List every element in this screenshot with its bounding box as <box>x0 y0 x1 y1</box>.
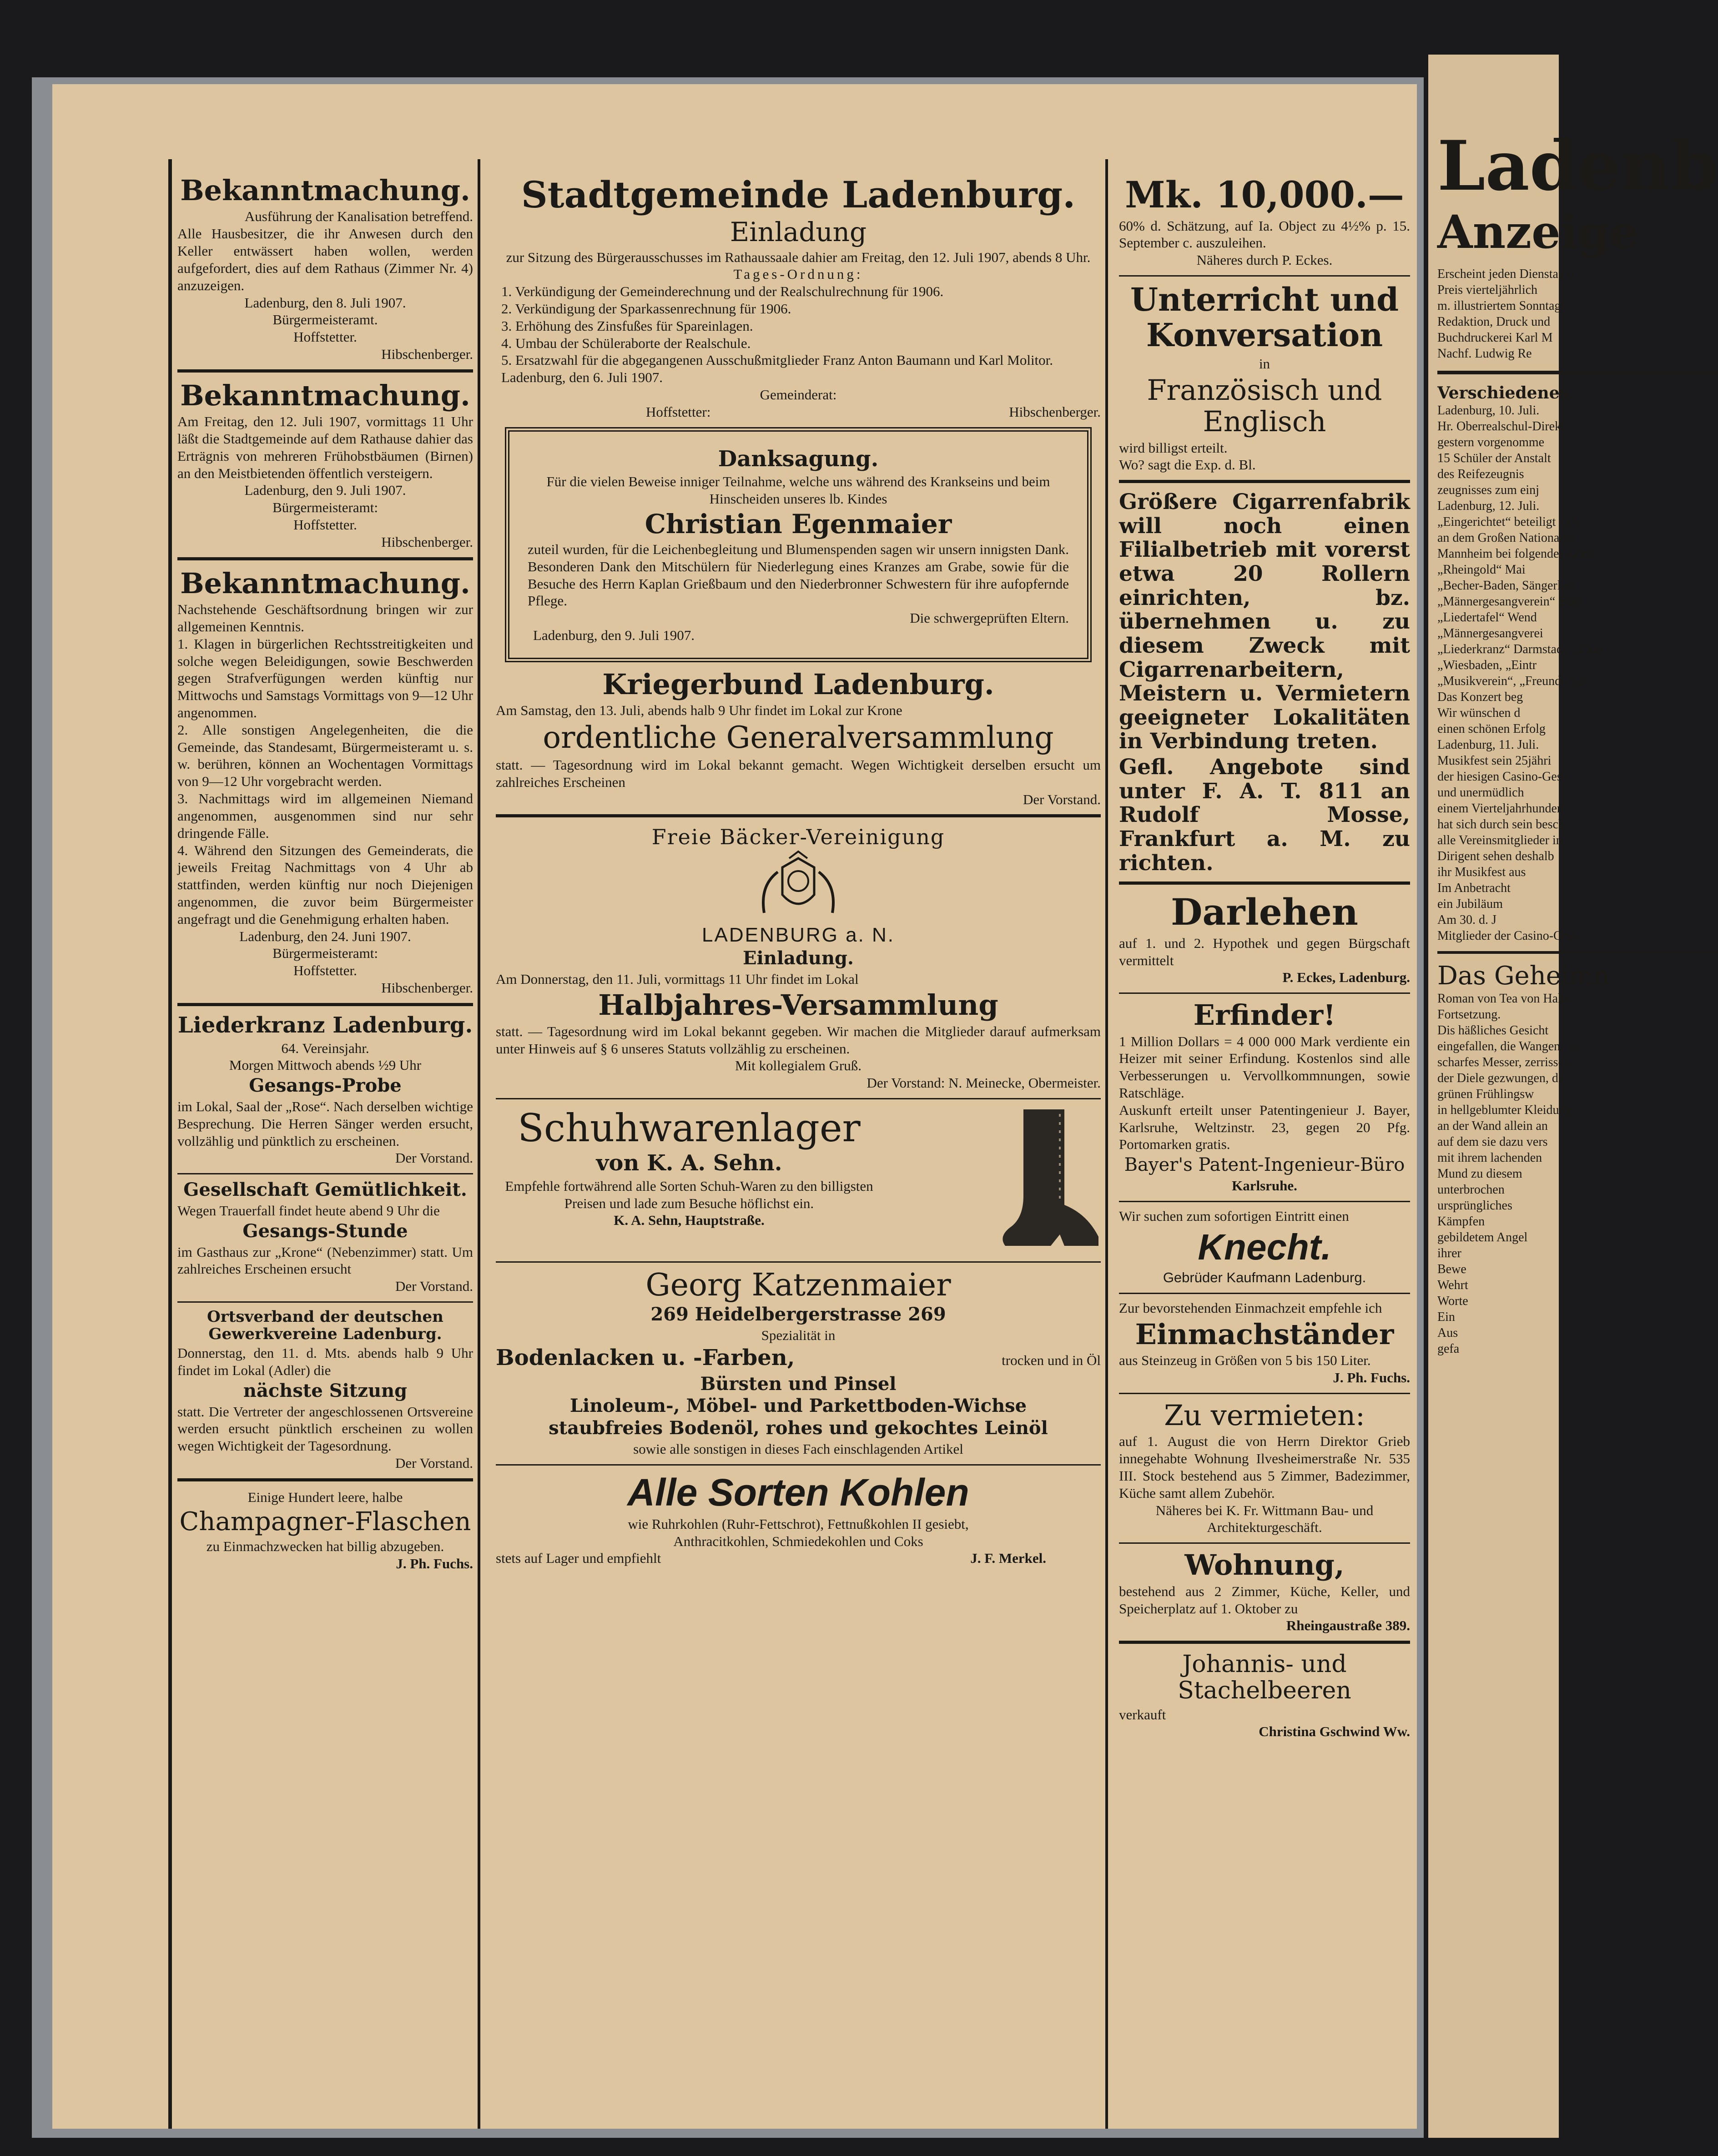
next-page-line: „Rheingold“ Mai <box>1437 563 1526 577</box>
guild-crest-icon <box>746 849 851 922</box>
notice-signature: Hibschenberger. <box>381 346 473 362</box>
next-page-line: und unermüdlich <box>1437 786 1524 800</box>
ad-body: statt. — Tagesordnung wird im Lokal bekannt gegeben. Wir machen die Mitglieder darauf aufmerksam unter Hinweis auf § 6 unseres Statuts vollzählig zu erscheinen. <box>496 1023 1101 1057</box>
next-page-info-line: Redaktion, Druck und <box>1437 315 1551 329</box>
next-page-story-line: gebildetem Angel <box>1437 1230 1528 1244</box>
ad-signature: J. Ph. Fuchs. <box>396 1556 473 1572</box>
ad-signature: P. Eckes, Ladenburg. <box>1282 969 1410 986</box>
divider <box>1119 275 1410 277</box>
agenda-item: 3. Erhöhung des Zinsfußes für Spareinlagen. <box>501 317 753 334</box>
notice-date: Ladenburg, den 9. Juli 1907. <box>244 482 406 499</box>
next-page-line: zeugnisses zum einj <box>1437 483 1539 497</box>
ad-signature: Der Vorstand. <box>1023 791 1101 807</box>
next-page-line: „Männergesangverei <box>1437 626 1543 640</box>
ad-signature: Der Vorstand: N. Meinecke, Obermeister. <box>867 1075 1101 1091</box>
notice-item: 4. Während den Sitzungen des Gemeinderats, die jeweils Freitag Nachmittags von 4 Uhr ab stattfinden, werden künftig nur noch Diejenigen angenommen, die zuvor beim Bürgermeister angefragt und die Genehmigung erhalten haben. <box>177 842 473 927</box>
ad-body: Größere Cigarrenfabrik will noch einen Filialbetrieb mit vorerst etwa 20 Rollern einrichten, bz. übernehmen u. zu diesem Zweck mit Cigarrenarbeitern, Meistern u. Vermietern geeigneter Lokalitäten in Verbindung treten. <box>1119 489 1410 754</box>
next-page-line: „Musikverein“, „Freundschaf <box>1437 674 1588 688</box>
divider <box>177 1301 473 1303</box>
ad-line: Näheres bei K. Fr. Wittmann Bau- und Architekturgeschäft. <box>1155 1502 1374 1536</box>
next-page-line: Mannheim bei folgender Konk <box>1437 547 1595 561</box>
ad-languages: Französisch und Englisch <box>1147 373 1382 438</box>
ad-line: zur Sitzung des Bürgerausschusses im Rathaussaale dahier am Freitag, den 12. Juli 1907, abends 8 Uhr. <box>506 249 1091 265</box>
next-page-line: „Liedertafel“ Wend <box>1437 610 1537 625</box>
divider <box>1437 951 1718 954</box>
next-page-line: Ladenburg, 10. Juli. <box>1437 403 1540 418</box>
guild-place: LADENBURG a. N. <box>702 924 895 947</box>
next-page-line: hat sich durch sein besch <box>1437 817 1565 831</box>
next-page-story-line: unterbrochen <box>1437 1183 1505 1197</box>
ad-greeting: Mit kollegialem Gruß. <box>735 1058 862 1074</box>
notice-auction <box>177 380 473 551</box>
ad-text <box>496 1105 882 1255</box>
ad-signature: Hoffstetter: <box>646 403 711 420</box>
ad-heading: Johannis- und Stachelbeeren <box>1178 1651 1351 1705</box>
notice-heading: Bekanntmachung. <box>180 566 470 600</box>
next-page-story-line: Wehrt <box>1437 1278 1468 1292</box>
ad-body: bestehend aus 2 Zimmer, Küche, Keller, und Speicherplatz auf 1. Oktober zu <box>1119 1583 1410 1617</box>
ad-heading: Danksagung. <box>718 446 879 472</box>
next-page-line: Mitglieder der Casino-Gese <box>1437 929 1579 943</box>
ad-body: im Lokal, Saal der „Rose“. Nach derselben wichtige Besprechung. Die Herren Sänger werden ersucht, vollzählig und pünktlich zu erscheinen. <box>177 1098 473 1149</box>
ad-kriegerbund <box>496 669 1101 808</box>
next-page-line: Im Anbetracht <box>1437 881 1511 895</box>
ad-johannisbeeren <box>1119 1651 1410 1740</box>
ad-liederkranz <box>177 1013 473 1167</box>
ad-body: zu Einmachzwecken hat billig abzugeben. <box>206 1538 444 1555</box>
ad-event: nächste Sitzung <box>243 1380 408 1401</box>
next-page-content <box>1437 126 1718 1357</box>
notice-body: Am Freitag, den 12. Juli 1907, vormittags 11 Uhr läßt die Stadtgemeinde auf dem Rathause dahier das Erträgnis von mehreren Frühobstbäumen (Birnen) an den Meistbietenden öffentlich versteigern. <box>177 413 473 481</box>
ad-line: in <box>1259 355 1270 372</box>
ad-line: Einige Hundert leere, halbe <box>247 1489 403 1505</box>
divider <box>1119 1293 1410 1294</box>
next-page-story-line: der Diele gezwungen, de <box>1437 1071 1564 1085</box>
next-page-line: Wir wünschen d <box>1437 706 1521 720</box>
divider <box>496 1261 1101 1263</box>
ad-signature: Der Vorstand. <box>395 1455 473 1471</box>
column-rule-2 <box>1105 159 1109 2129</box>
next-page-line: gestern vorgenomme <box>1437 435 1545 449</box>
column-2 <box>496 173 1101 1573</box>
ad-line: Spezialität in <box>761 1327 836 1343</box>
notice-heading: Bekanntmachung. <box>180 378 470 412</box>
divider <box>1119 480 1410 483</box>
ad-line: Wo? sagt die Exp. d. Bl. <box>1119 457 1256 473</box>
next-page-column <box>1437 403 1718 944</box>
ad-office: Gemeinderat: <box>760 387 837 403</box>
ad-event: Gesangs-Stunde <box>242 1220 408 1242</box>
ad-subheading: 64. Vereinsjahr. <box>281 1040 369 1056</box>
ad-signature: J. F. Merkel. <box>970 1550 1046 1567</box>
ad-body: Donnerstag, den 11. d. Mts. abends halb 9 Uhr findet im Lokal (Adler) die <box>177 1345 473 1379</box>
ad-signature: K. A. Sehn, Hauptstraße. <box>614 1212 765 1229</box>
ad-signature: Die schwergeprüften Eltern. <box>910 610 1069 626</box>
next-page-masthead: Ladenb <box>1437 126 1718 206</box>
ad-heading: Kriegerbund Ladenburg. <box>602 667 994 701</box>
ad-heading: Gesellschaft Gemütlichkeit. <box>183 1179 467 1201</box>
divider <box>177 369 473 373</box>
ad-product: Bürsten und Pinsel <box>700 1373 897 1395</box>
next-page-line: Ladenburg, 11. Juli. <box>1437 738 1539 752</box>
ad-loan-10000 <box>1119 175 1410 269</box>
next-page-line: der hiesigen Casino-Gese <box>1437 770 1568 784</box>
ad-line: Wegen Trauerfall findet heute abend 9 Uhr die <box>177 1203 440 1219</box>
next-page-story-line: Aus <box>1437 1326 1458 1340</box>
next-page-info-line: Nachf. Ludwig Re <box>1437 347 1532 361</box>
next-page-story <box>1437 991 1718 1357</box>
next-page-edge <box>1428 55 1718 2138</box>
next-page-info-line: Preis vierteljährlich <box>1437 283 1538 297</box>
ad-signature: Der Vorstand. <box>395 1150 473 1166</box>
next-page-story-line: mit ihrem lachenden <box>1437 1151 1542 1165</box>
notice-office: Bürgermeisteramt: <box>272 499 378 516</box>
divider <box>177 1173 473 1174</box>
divider <box>496 1464 1101 1466</box>
ad-event: Halbjahres-Versammlung <box>598 988 998 1022</box>
column-rule-left <box>168 159 173 2129</box>
notice-item: 1. Klagen in bürgerlichen Rechtsstreitigkeiten und solche wegen Beleidigungen, sowie Beschwerden gegen Strafverfügungen werden künftig nur Mittwochs und Samstags Vormittags von 9—12 Uhr angenommen. <box>177 635 473 720</box>
ad-row <box>496 1344 1101 1372</box>
ad-body: zuteil wurden, für die Leichenbegleitung und Blumenspenden sagen wir unsern innigsten Dank. Besonderen Dank den Mitschülern für Niederlegung eines Kranzes am Grabe, sowie für die Besuche des Herrn Kaplan Grießbaum und den Niederbronner Schwestern für ihre aufopfernde Pflege. <box>528 541 1069 609</box>
notice-heading: Bekanntmachung. <box>180 174 470 207</box>
ad-kohlen <box>496 1471 1101 1567</box>
ad-body: 1 Million Dollars = 4 000 000 Mark verdiente ein Heizer mit seiner Erfindung. Kostenlos sind alle Verbesserungen u. Vervollkommnungen, sowie Ratschläge. <box>1119 1033 1410 1101</box>
next-page-line: des Reifezeugnis <box>1437 467 1524 481</box>
ad-line: Anthracitkohlen, Schmiedekohlen und Coks <box>673 1533 923 1549</box>
divider <box>1119 1542 1410 1544</box>
ad-heading: Mk. 10,000.— <box>1125 173 1404 216</box>
divider <box>496 814 1101 817</box>
ad-subheading: von K. A. Sehn. <box>596 1150 782 1176</box>
next-page-story-line: in hellgeblumter Kleidung <box>1437 1103 1572 1117</box>
ad-signature: Der Vorstand. <box>395 1278 473 1295</box>
ad-line: Näheres durch P. Eckes. <box>1196 252 1333 268</box>
divider <box>1119 882 1410 885</box>
next-page-story-line: Ein <box>1437 1310 1455 1324</box>
ad-line: wie Ruhrkohlen (Ruhr-Fettschrot), Fettnußkohlen II gesiebt, <box>628 1516 969 1532</box>
ad-heading: Einmachständer <box>1135 1317 1394 1351</box>
next-page-info-line: Erscheint jeden Dienstag u <box>1437 267 1574 281</box>
divider <box>177 1478 473 1481</box>
ad-erfinder <box>1119 999 1410 1194</box>
next-page-story-line: Roman von Tea von Hahn <box>1437 992 1571 1006</box>
ad-product: staubfreies Bodenöl, rohes und gekochtes Leinöl <box>549 1417 1048 1439</box>
notice-signature: Hibschenberger. <box>381 980 473 996</box>
ad-product: Linoleum-, Möbel- und Parkettboden-Wichse <box>569 1395 1027 1417</box>
next-page-line: „Männergesangverein“ Bühl <box>1437 594 1583 609</box>
ad-cigarrenfabrik <box>1119 490 1410 875</box>
column-rule-1 <box>478 159 482 2129</box>
ad-line: Für die vielen Beweise inniger Teilnahme, welche uns während des Krankseins und beim Hinscheiden unseres lb. Kindes <box>546 474 1050 507</box>
ad-line: Wir suchen zum sofortigen Eintritt einen <box>1119 1208 1349 1224</box>
next-page-story-line: ihrer <box>1437 1246 1461 1260</box>
next-page-line: alle Vereinsmitglieder in <box>1437 833 1562 847</box>
notice-item: 2. Alle sonstigen Angelegenheiten, die die Gemeinde, das Standesamt, Bürgermeisteramt u. s. w. berühren, können an Wochentagen Vormittags von 9—12 Uhr vorgebracht werden. <box>177 721 473 790</box>
notice-office: Bürgermeisteramt: <box>272 945 378 962</box>
ad-line: sowie alle sonstigen in dieses Fach einschlagenden Artikel <box>633 1441 963 1457</box>
signature-row <box>496 403 1101 421</box>
ad-heading: Alle Sorten Kohlen <box>627 1471 969 1514</box>
next-page-story-line: scharfes Messer, zerrissen <box>1437 1055 1570 1069</box>
column-3 <box>1119 173 1410 1747</box>
ad-heading: Stadtgemeinde Ladenburg. <box>521 173 1076 216</box>
next-page-story-line: an der Wand allein an <box>1437 1119 1548 1133</box>
ad-wohnung <box>1119 1549 1410 1634</box>
next-page-line: Am 30. d. J <box>1437 913 1496 927</box>
ad-body: Gefl. Angebote sind unter F. A. T. 811 an Rudolf Mosse, Frankfurt a. M. zu richten. <box>1119 755 1410 876</box>
ad-signature: J. Ph. Fuchs. <box>1333 1370 1410 1386</box>
ad-danksagung <box>505 427 1092 662</box>
agenda-item: 2. Verkündigung der Sparkassenrechnung für 1906. <box>501 300 791 317</box>
ad-signature: Bayer's Patent-Ingenieur-Büro <box>1124 1154 1405 1176</box>
boot-icon <box>996 1105 1101 1255</box>
next-page-info-line: Buchdruckerei Karl M <box>1437 331 1553 345</box>
notice-signature: Hoffstetter. <box>293 329 357 345</box>
ad-body: statt. — Tagesordnung wird im Lokal bekannt gemacht. Wegen Wichtigkeit derselben ersucht um zahlreiches Erscheinen <box>496 757 1101 790</box>
notice-signature: Hibschenberger. <box>381 534 473 550</box>
divider <box>496 1098 1101 1099</box>
ad-row <box>496 1550 1101 1567</box>
ad-product: Bodenlacken u. -Farben, <box>496 1345 795 1370</box>
ad-line: Zur bevorstehenden Einmachzeit empfehle ich <box>1119 1300 1382 1316</box>
notice-date: Ladenburg, den 24. Juni 1907. <box>239 928 411 944</box>
next-page-story-line: Worte <box>1437 1294 1468 1308</box>
ad-champagne-bottles <box>177 1489 473 1572</box>
ad-line: Morgen Mittwoch abends ½9 Uhr <box>229 1057 422 1073</box>
ad-body: 60% d. Schätzung, auf Ia. Object zu 4½% p. 15. September c. auszuleihen. <box>1119 217 1410 251</box>
notice-subheading: Ausführung der Kanalisation betreffend. <box>244 208 473 225</box>
notice-business-rules <box>177 568 473 997</box>
next-page-story-line: eingefallen, die Wangen, zu <box>1437 1039 1579 1053</box>
ad-subheading: Einladung <box>730 216 867 247</box>
divider <box>1119 1641 1410 1644</box>
ad-einmachstaender <box>1119 1300 1410 1386</box>
ad-baecker-vereinigung <box>496 825 1101 1092</box>
next-page-line: Das Konzert beg <box>1437 690 1523 704</box>
ad-date: Ladenburg, den 9. Juli 1907. <box>533 627 695 644</box>
ad-zu-vermieten <box>1119 1400 1410 1536</box>
ad-signature: Gebrüder Kaufmann Ladenburg. <box>1163 1269 1366 1286</box>
notice-signature: Hoffstetter. <box>293 517 357 533</box>
notice-body: Alle Hausbesitzer, die ihr Anwesen durch den Keller entwässert haben wollen, werden aufgefordert, dies auf dem Rathaus (Zimmer Nr. 4) anzuzeigen. <box>177 226 473 293</box>
ad-heading: Erfinder! <box>1193 998 1336 1032</box>
agenda-title: Tages-Ordnung: <box>733 266 863 282</box>
ad-heading: Darlehen <box>1171 891 1358 934</box>
ad-heading: Zu vermieten: <box>1164 1398 1365 1432</box>
ad-heading: Einladung. <box>743 947 854 969</box>
next-page-line: „Eingerichtet“ beteiligt sich <box>1437 515 1580 529</box>
ad-stadtgemeinde <box>496 175 1101 421</box>
column-1 <box>177 173 473 1579</box>
next-page-line: Ladenburg, 12. Juli. <box>1437 499 1540 513</box>
ad-heading: Wohnung, <box>1184 1548 1345 1582</box>
next-page-line: „Liederkranz“ Darmstadt, „Eintr <box>1437 642 1604 656</box>
ad-body: auf 1. August die von Herrn Direktor Grieb innegehabte Wohnung Ilvesheimerstraße Nr. 535 III. Stock bestehend aus 5 Zimmer, Badezimmer, Küche samt allem Zubehör. <box>1119 1433 1410 1501</box>
ad-schuhwarenlager <box>496 1105 1101 1255</box>
next-page-line: einen schönen Erfolg <box>1437 722 1546 736</box>
next-page-subtitle: Anzeige <box>1437 205 1639 259</box>
next-page-line: ihr Musikfest aus <box>1437 865 1526 879</box>
next-page-story-line: auf dem sie dazu vers <box>1437 1135 1548 1149</box>
ad-date: Ladenburg, den 6. Juli 1907. <box>501 369 663 386</box>
divider <box>1437 371 1718 374</box>
guild-name: Freie Bäcker-Vereinigung <box>651 825 945 850</box>
ad-heading: Unterricht und Konversation <box>1130 281 1399 354</box>
ad-body: auf 1. und 2. Hypothek und gegen Bürgschaft vermittelt <box>1119 935 1410 968</box>
next-page-story-line: Dis häßliches Gesicht <box>1437 1023 1549 1038</box>
next-page-line: Dirigent sehen deshalb <box>1437 849 1554 863</box>
next-page-story-line: Kämpfen <box>1437 1214 1485 1229</box>
ad-signature: Rheingaustraße 389. <box>1286 1617 1410 1634</box>
ad-line: Am Donnerstag, den 11. Juli, vormittags 11 Uhr findet im Lokal <box>496 971 859 987</box>
next-page-info-line: m. illustriertem Sonntags <box>1437 299 1566 313</box>
notice-office: Bürgermeisteramt. <box>272 312 378 328</box>
notice-item: 3. Nachmittags wird im allgemeinen Niemand angenommen, ausgenommen sind nur sehr dringende Fälle. <box>177 791 473 841</box>
ad-body: aus Steinzeug in Größen von 5 bis 150 Liter. <box>1119 1352 1371 1369</box>
next-page-line: einem Vierteljahrhundert <box>1437 801 1565 816</box>
ad-heading: Knecht. <box>1198 1226 1331 1267</box>
next-page-line: ein Jubiläum <box>1437 897 1503 911</box>
ad-body: Auskunft erteilt unser Patentingenieur J. Bayer, Karlsruhe, Weltzinstr. 23, gegen 20 Pfg. Portomarken gratis. <box>1119 1102 1410 1153</box>
ad-unterricht <box>1119 282 1410 474</box>
next-page-line: Musikfest sein 25jähri <box>1437 754 1552 768</box>
agenda-list <box>496 283 1101 369</box>
next-page-line: „Wiesbaden, „Eintr <box>1437 658 1537 672</box>
next-page-line: „Becher-Baden, Sängerlust <box>1437 579 1576 593</box>
next-page-line: 15 Schüler der Anstalt <box>1437 451 1551 465</box>
ad-product-note: trocken und in Öl <box>1002 1352 1101 1368</box>
next-page-info <box>1437 266 1718 362</box>
next-page-story-line: gefa <box>1437 1342 1460 1356</box>
next-page-story-line: Fortsetzung. <box>1437 1007 1501 1022</box>
next-page-line: an dem Großen Nationalen <box>1437 531 1575 545</box>
next-page-section: Verschiedenes. <box>1437 383 1575 403</box>
ad-city: Karlsruhe. <box>1232 1178 1297 1194</box>
ad-line: stets auf Lager und empfiehlt <box>496 1550 661 1567</box>
divider <box>177 1003 473 1006</box>
next-page-line: Hr. Oberrealschul-Direkt <box>1437 419 1565 433</box>
next-page-story-line: ursprüngliches <box>1437 1199 1512 1213</box>
notice-date: Ladenburg, den 8. Juli 1907. <box>244 294 406 311</box>
ad-heading: Schuhwarenlager <box>518 1106 861 1151</box>
ad-heading: Ortsverband der deutschen Gewerkvereine Ladenburg. <box>207 1308 443 1344</box>
ad-heading: Liederkranz Ladenburg. <box>177 1012 473 1038</box>
deceased-name: Christian Egenmaier <box>645 509 952 540</box>
ad-darlehen <box>1119 892 1410 986</box>
notice-canalisation <box>177 175 473 363</box>
next-page-story-title: Das Geheimn <box>1437 961 1610 991</box>
ad-signature: Christina Gschwind Ww. <box>1259 1723 1410 1740</box>
ad-signature: Hibschenberger. <box>1009 403 1101 420</box>
ad-line: verkauft <box>1119 1706 1166 1723</box>
next-page-story-line: Mund zu diesem <box>1437 1167 1522 1181</box>
divider <box>1119 1393 1410 1394</box>
notice-intro: Nachstehende Geschäftsordnung bringen wir zur allgemeinen Kenntnis. <box>177 601 473 635</box>
ad-gewerkvereine <box>177 1308 473 1472</box>
next-page-story-line: Bewe <box>1437 1262 1466 1276</box>
ad-line: Am Samstag, den 13. Juli, abends halb 9 Uhr findet im Lokal zur Krone <box>496 702 902 719</box>
next-page-story-line: grünen Frühlingsw <box>1437 1087 1534 1101</box>
divider <box>1119 992 1410 994</box>
ad-heading: Georg Katzenmaier <box>645 1267 951 1304</box>
agenda-item: 4. Umbau der Schüleraborte der Realschule. <box>501 335 751 351</box>
ad-event: ordentliche Generalversammlung <box>543 720 1054 756</box>
ad-body: statt. Die Vertreter der angeschlossenen Ortsvereine werden ersucht pünktlich erscheinen zu wollen wegen Wichtigkeit der Tagesordnung. <box>177 1403 473 1454</box>
ad-katzenmaier <box>496 1268 1101 1458</box>
agenda-item: 5. Ersatzwahl für die abgegangenen Ausschußmitglieder Franz Anton Baumann und Karl Molitor. <box>501 352 1053 368</box>
notice-signature: Hoffstetter. <box>293 962 357 979</box>
ad-address: 269 Heidelbergerstrasse 269 <box>650 1304 946 1325</box>
ad-event: Gesangs-Probe <box>249 1075 402 1097</box>
ad-heading: Champagner-Flaschen <box>179 1506 471 1536</box>
ad-knecht <box>1119 1208 1410 1286</box>
agenda-item: 1. Verkündigung der Gemeinderechnung und der Realschulrechnung für 1906. <box>501 283 944 300</box>
ad-line: wird billigst erteilt. <box>1119 439 1228 456</box>
ad-body: im Gasthaus zur „Krone“ (Nebenzimmer) statt. Um zahlreiches Erscheinen ersucht <box>177 1244 473 1277</box>
divider <box>177 557 473 560</box>
divider <box>1119 1201 1410 1202</box>
ad-gemuetlichkeit <box>177 1180 473 1295</box>
ad-body: Empfehle fortwährend alle Sorten Schuh-Waren zu den billigsten Preisen und lade zum Besuche höflichst ein. <box>505 1178 873 1211</box>
